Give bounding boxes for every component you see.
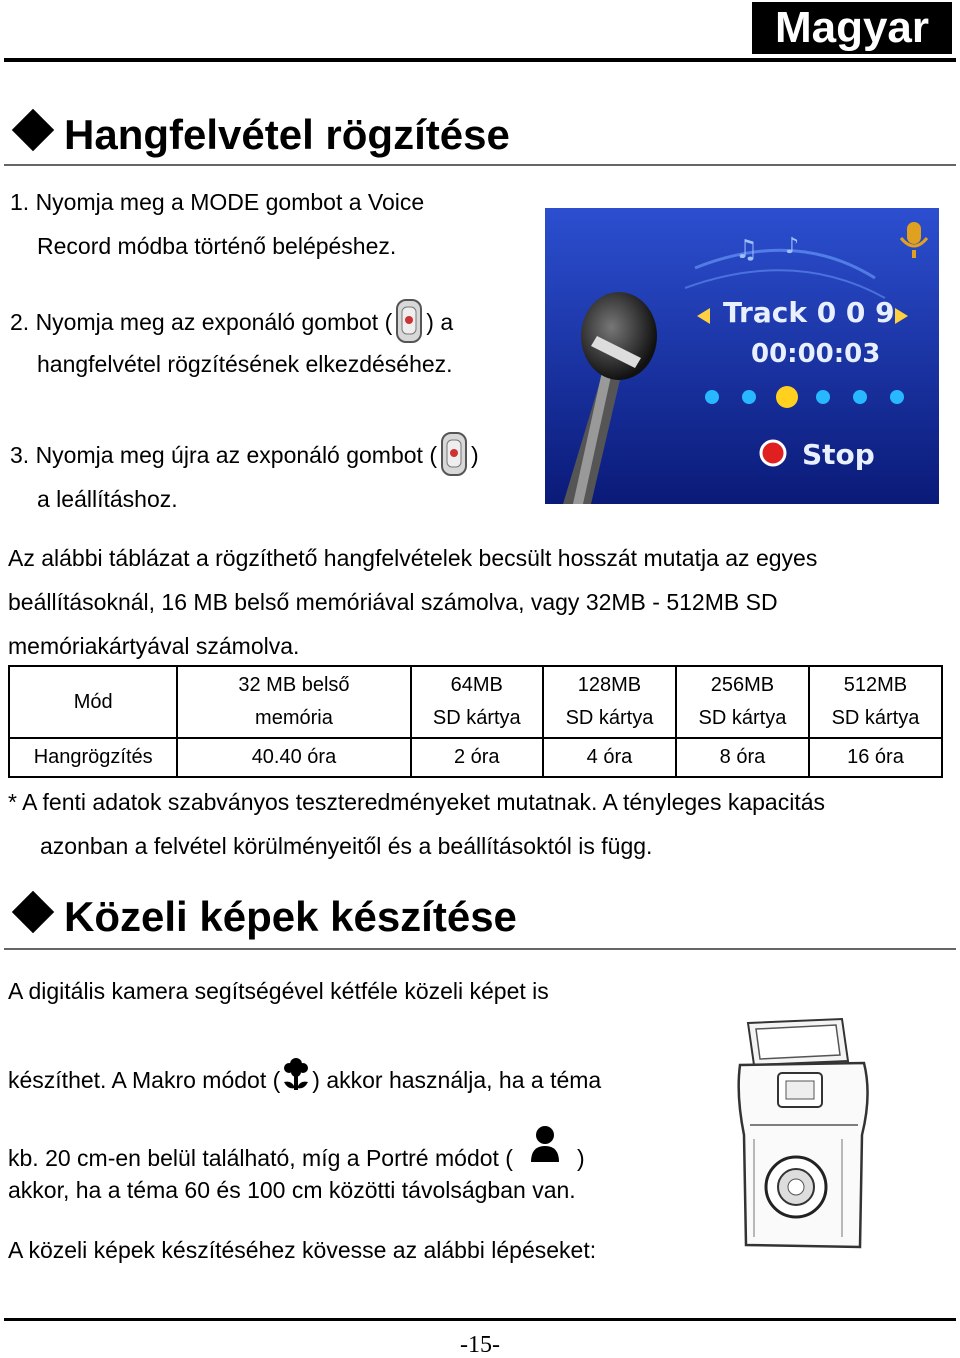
page-number: -15- xyxy=(460,1332,500,1358)
step-3-line-1 xyxy=(10,431,479,477)
table-row-label: Hangrögzítés xyxy=(9,738,177,777)
section-title-text: Hangfelvétel rögzítése xyxy=(64,111,510,158)
step-1-line-1: 1. Nyomja meg a MODE gombot a Voice xyxy=(10,189,425,215)
shutter-button-icon xyxy=(394,298,424,344)
table-cell: 40.40 óra xyxy=(177,738,410,777)
language-badge: Magyar xyxy=(752,2,952,54)
step-3-text-a: 3. Nyomja meg újra az exponáló gombot ( xyxy=(10,442,437,468)
close-up-line-2-a: készíthet. A Makro módot ( xyxy=(8,1067,281,1093)
table-cell: 4 óra xyxy=(543,738,676,777)
stop-label: Stop xyxy=(802,438,875,471)
section-title-text: Közeli képek készítése xyxy=(64,893,517,940)
table-cell: 2 óra xyxy=(411,738,543,777)
step-2-text-b: ) a xyxy=(426,309,454,335)
camera-illustration xyxy=(730,1015,880,1255)
diamond-bullet-icon xyxy=(12,109,54,151)
note-line-2: azonban a felvétel körülményeitől és a beállításoktól is függ. xyxy=(40,833,653,859)
recording-time-table xyxy=(8,665,943,778)
step-3-text-b: ) xyxy=(471,442,479,468)
header-line-1: 64MB xyxy=(450,674,503,696)
record-icon xyxy=(761,441,785,465)
table-header-row xyxy=(9,666,942,738)
header-line-1: 32 MB belső xyxy=(238,674,350,696)
step-2-line-1 xyxy=(10,298,453,344)
section-title-close-up xyxy=(10,892,517,942)
footer-rule xyxy=(4,1318,956,1321)
note-line-1: * A fenti adatok szabványos teszteredményeket mutatnak. A tényleges kapacitás xyxy=(8,789,825,815)
header-line-2: memória xyxy=(255,707,333,729)
table-header-cell xyxy=(676,666,809,738)
step-1-line-2: Record módba történő belépéshez. xyxy=(37,233,397,259)
header-rule xyxy=(4,58,956,62)
header-line-2: SD kártya xyxy=(698,707,787,729)
header-line-2: SD kártya xyxy=(432,707,521,729)
header-line-2: SD kártya xyxy=(831,707,920,729)
close-up-line-2-b: ) akkor használja, ha a téma xyxy=(312,1067,602,1093)
table-header-cell xyxy=(411,666,543,738)
track-label: Track 0 0 9 xyxy=(723,296,895,329)
section-rule xyxy=(4,164,956,166)
time-label: 00:00:03 xyxy=(751,339,881,369)
step-2-line-2: hangfelvétel rögzítésének elkezdéséhez. xyxy=(37,351,453,377)
step-2-text-a: 2. Nyomja meg az exponáló gombot ( xyxy=(10,309,393,335)
diamond-bullet-icon xyxy=(12,891,54,933)
step-3-line-2: a leállításhoz. xyxy=(37,486,178,512)
intro-line-2: beállításoknál, 16 MB belső memóriával számolva, vagy 32MB - 512MB SD xyxy=(8,589,778,615)
close-up-line-2 xyxy=(8,1054,601,1098)
close-up-line-1: A digitális kamera segítségével kétféle közeli képet is xyxy=(8,978,549,1004)
close-up-line-5: A közeli képek készítéséhez kövesse az alábbi lépéseket: xyxy=(8,1237,597,1263)
header-line-1: 512MB xyxy=(843,674,908,696)
close-up-line-3-a: kb. 20 cm-en belül található, míg a Portré módot ( xyxy=(8,1145,513,1171)
shutter-button-icon xyxy=(439,431,469,477)
music-note-icon: ♫ xyxy=(735,235,759,265)
header-line-2: SD kártya xyxy=(565,707,654,729)
table-header-cell xyxy=(177,666,410,738)
table-row xyxy=(9,738,942,777)
voice-record-screen-image xyxy=(545,208,939,504)
macro-flower-icon xyxy=(280,1054,312,1098)
intro-line-3: memóriakártyával számolva. xyxy=(8,633,300,659)
section-rule xyxy=(4,948,956,950)
table-cell: 8 óra xyxy=(676,738,809,777)
close-up-line-3-b: ) xyxy=(576,1145,585,1171)
header-line-1: 128MB xyxy=(577,674,642,696)
portrait-person-icon xyxy=(513,1122,577,1174)
table-header-cell xyxy=(543,666,676,738)
header-line-1: 256MB xyxy=(710,674,775,696)
microphone-icon xyxy=(907,222,921,244)
table-cell: 16 óra xyxy=(809,738,942,777)
section-title-voice-recording xyxy=(10,110,510,160)
table-header-mode: Mód xyxy=(9,666,177,738)
music-note-icon: ♪ xyxy=(785,234,800,259)
table-header-cell xyxy=(809,666,942,738)
close-up-line-4: akkor, ha a téma 60 és 100 cm közötti távolságban van. xyxy=(8,1177,576,1203)
intro-line-1: Az alábbi táblázat a rögzíthető hangfelvételek becsült hosszát mutatja az egyes xyxy=(8,545,818,571)
close-up-line-3 xyxy=(8,1122,585,1174)
